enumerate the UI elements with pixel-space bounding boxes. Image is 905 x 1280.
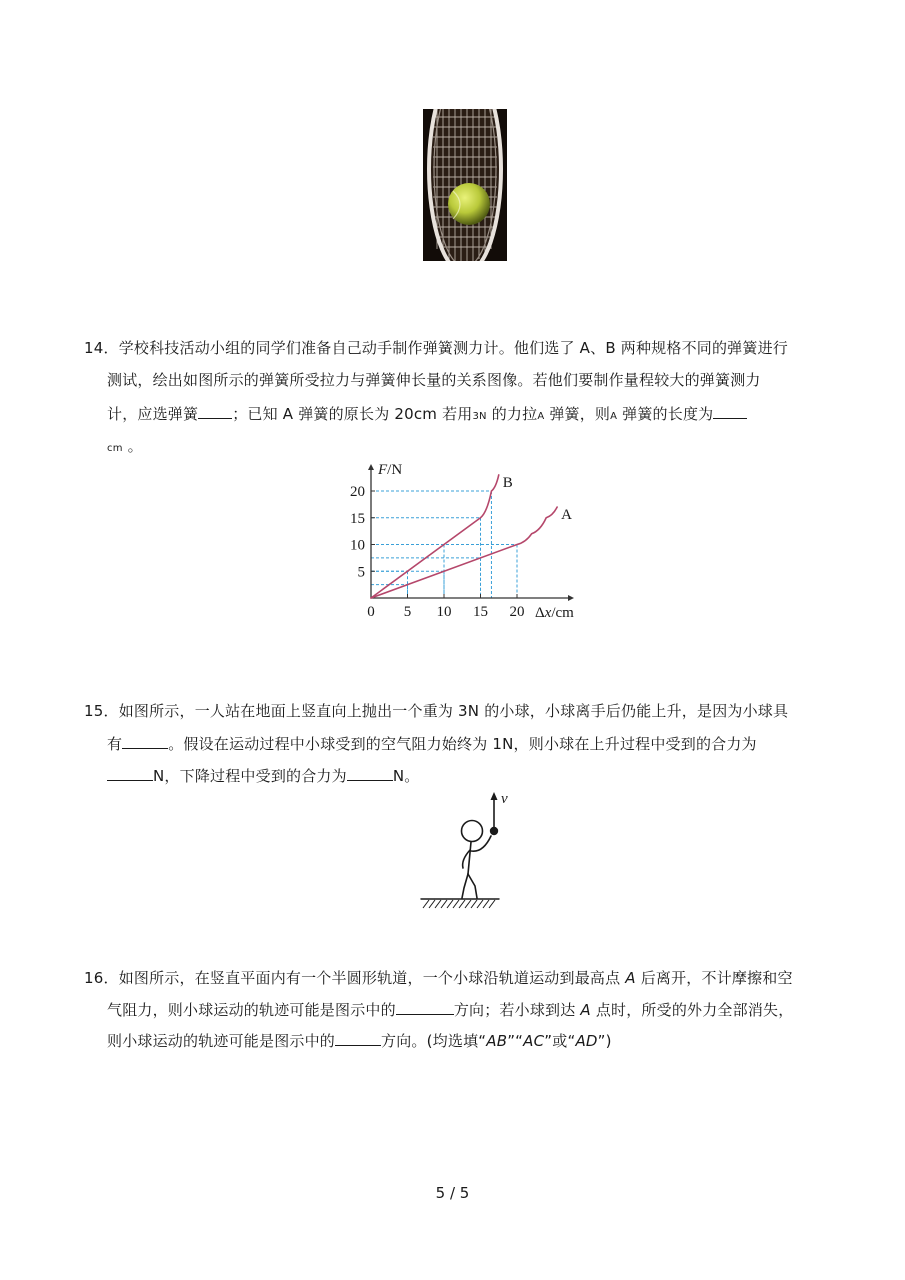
x-tick-label-5: 5	[403, 604, 412, 620]
y-tick-label-5: 5	[357, 564, 365, 581]
q14-line-2: 测试，绘出如图所示的弹簧所受拉力与弹簧伸长量的关系图像。若他们要制作量程较大的弹簧测力	[107, 371, 761, 389]
q14-text-4b: 。	[122, 437, 143, 455]
q16-option-ac: AC	[523, 1032, 545, 1050]
figure-raised-arm	[471, 836, 491, 851]
q15-line-2	[107, 733, 757, 755]
q15-text-1: 如图所示，一人站在地面上竖直向上抛出一个重为 3N 的小球，小球离手后仍能上升，是因为小球具	[118, 702, 789, 720]
figure-head	[462, 821, 483, 842]
x-tick-label-20: 20	[509, 604, 525, 620]
q16-line-3	[107, 1030, 612, 1052]
x-tick-label-10: 10	[436, 604, 452, 620]
ball	[490, 827, 498, 835]
series-B-label: B	[502, 474, 513, 491]
q14-line-1	[84, 337, 788, 359]
q14-answer-blank-2[interactable]	[713, 404, 747, 419]
q14-line-4	[107, 435, 143, 460]
q16-text-2d: 点时，所受的外力全部消失，	[590, 1001, 794, 1019]
stick-figure-diagram	[415, 790, 525, 912]
q16-text-3f: ”或“	[544, 1032, 576, 1050]
q14-text-3d: 的力拉	[486, 405, 538, 423]
q14-spring-a-1: A	[537, 411, 545, 422]
y-axis-arrow-icon	[368, 464, 374, 470]
figure-body	[468, 842, 471, 874]
q16-answer-blank-1[interactable]	[396, 1000, 454, 1015]
velocity-label: v	[501, 791, 508, 807]
q16-number: 16．	[84, 969, 119, 987]
spring-force-chart	[340, 458, 590, 626]
arrow-head-icon	[491, 792, 498, 800]
y-axis-label: F/N	[378, 462, 403, 478]
q16-point-a-2: A	[580, 1001, 591, 1019]
q14-unit-cm: cm	[107, 443, 123, 454]
q15-text-3b: N。	[392, 767, 420, 785]
q16-text-3d: ”“	[507, 1032, 524, 1050]
q14-text-1: 学校科技活动小组的同学们准备自己动手制作弹簧测力计。他们选了 A、B 两种规格不同的弹簧进行	[118, 339, 788, 357]
q14-answer-blank-1[interactable]	[198, 404, 232, 419]
q15-text-3a: N，下降过程中受到的合力为	[153, 767, 347, 785]
q16-line-2	[107, 999, 793, 1021]
q16-text-1a: 如图所示，在竖直平面内有一个半圆形轨道，一个小球沿轨道运动到最高点	[118, 969, 626, 987]
page-number: 5 / 5	[435, 1184, 470, 1202]
q16-text-1c: 后离开，不计摩擦和空	[635, 969, 793, 987]
q15-text-2b: 。假设在运动过程中小球受到的空气阻力始终为 1N，则小球在上升过程中受到的合力为	[168, 735, 757, 753]
q14-text-3b: ；已知 A 弹簧的原长为 20cm 若用	[232, 405, 473, 423]
figure-leg-right	[468, 874, 477, 898]
series-A-label: A	[561, 507, 572, 524]
q14-number: 14．	[84, 339, 119, 357]
q16-option-ab: AB	[486, 1032, 508, 1050]
q14-text-3a: 计，应选弹簧	[107, 405, 199, 423]
y-tick-label-20: 20	[350, 484, 365, 500]
q15-answer-blank-3[interactable]	[347, 766, 393, 781]
q15-line-1	[84, 700, 788, 722]
q15-answer-blank-2[interactable]	[107, 766, 153, 781]
q14-text-3h: 弹簧的长度为	[617, 405, 714, 423]
q15-line-3	[107, 765, 419, 787]
q16-text-3b: 方向。(均选填“	[381, 1032, 487, 1050]
y-tick-label-15: 15	[350, 510, 365, 527]
q14-force-value: 3N	[472, 411, 487, 422]
q16-text-2a: 气阻力，则小球运动的轨迹可能是图示中的	[107, 1001, 396, 1019]
x-tick-label-15: 15	[473, 604, 488, 620]
q16-text-3h: ”)	[597, 1032, 612, 1050]
tennis-racket-photo	[423, 109, 507, 261]
q16-option-ad: AD	[575, 1032, 598, 1050]
ground-hatching	[423, 900, 495, 908]
q15-text-2a: 有	[107, 735, 123, 753]
x-tick-label-0: 0	[367, 604, 375, 620]
q16-answer-blank-2[interactable]	[335, 1031, 381, 1046]
q16-line-1	[84, 967, 793, 989]
series-B-line	[371, 475, 499, 598]
q15-answer-blank-1[interactable]	[122, 734, 168, 749]
q16-text-2b: 方向；若小球到达	[453, 1001, 581, 1019]
y-tick-label-10: 10	[350, 537, 365, 554]
q16-text-3a: 则小球运动的轨迹可能是图示中的	[107, 1032, 336, 1050]
q16-point-a-1: A	[625, 969, 636, 987]
q15-number: 15．	[84, 702, 119, 720]
q14-spring-a-2: A	[610, 411, 618, 422]
x-axis-label: Δx/cm	[535, 605, 574, 621]
q14-line-3	[107, 403, 747, 428]
q14-text-3f: 弹簧，则	[544, 405, 611, 423]
x-axis-arrow-icon	[568, 595, 574, 601]
figure-leg-left	[462, 874, 468, 898]
